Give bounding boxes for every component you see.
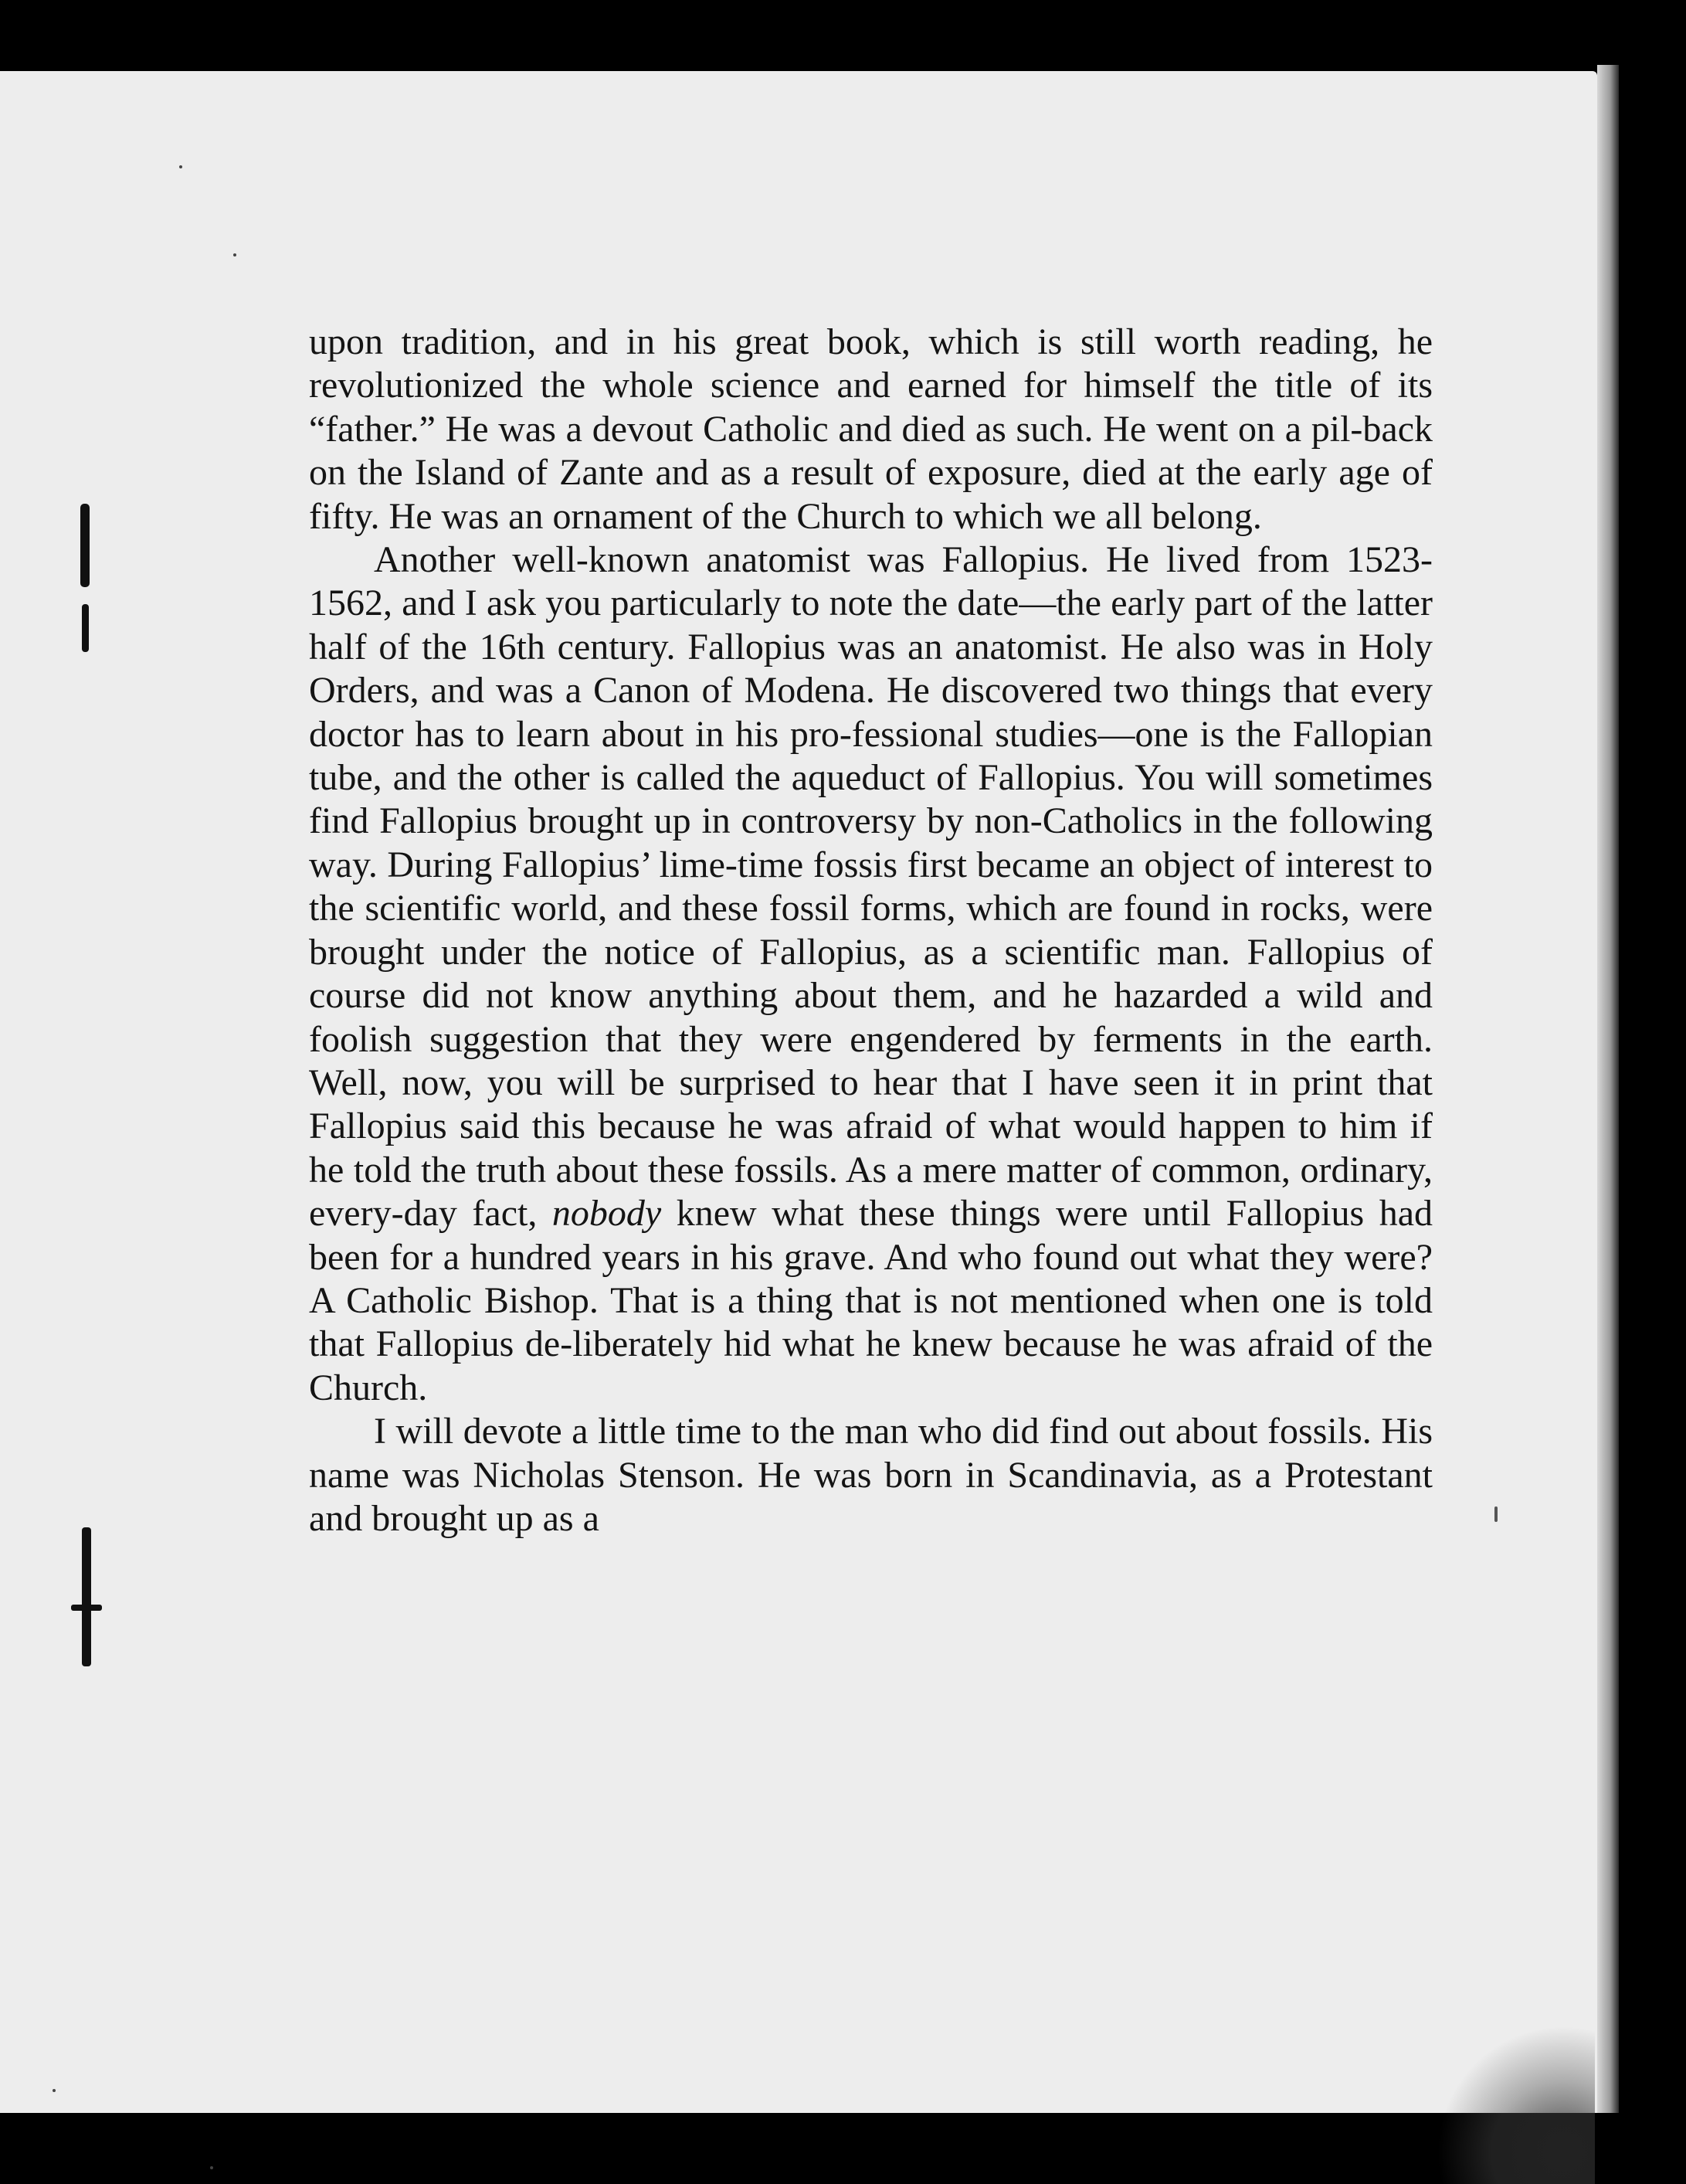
paragraph-1 [309,321,1433,538]
paragraph-2 [309,538,1433,1410]
body-text [309,321,1433,1540]
margin-mark [82,1527,91,1666]
margin-mark [1494,1506,1498,1522]
margin-mark [82,604,89,652]
corner-smudge [1437,2026,1595,2184]
paragraph-text: knew what these things were until Fallopius had been for a hundred years in his grave. And who found out what they were? A Catholic Bishop. That is a thing that is not mentioned when one is told that Fallopius de-liberately hid what he knew because he was afraid of the Church. [309,1193,1433,1408]
scan-speck [53,2089,56,2092]
scan-top-border [0,0,1686,71]
scan-speck [179,165,182,168]
scan-speck [210,2166,213,2169]
paragraph-3 [309,1410,1433,1540]
margin-mark [80,504,90,587]
paragraph-text: I will devote a little time to the man who did find out about fossils. His name was Nicholas Stenson. He was born in Scandinavia, as a Protestant and brought up as a [309,1411,1433,1539]
paragraph-text: Another well-known anatomist was Fallopius. He lived from 1523-1562, and I ask you particularly to note the date—the early part of the latter half of the 16th century. Fallopius was an anatomist. He also was in Holy Orders, and was a Canon of Modena. He discovered two things that every doctor has to learn about in his pro-fessional studies—one is the Fallopian tube, and the other is called the aqueduct of Fallopius. You will sometimes find Fallopius brought up in controversy by non-Catholics in the following way. During Fallopius’ lime-time fossis first became an object of interest to the scientific world, and these fossil forms, which are found in rocks, were brought under the notice of Fallopius, as a scientific man. Fallopius of course did not know anything about them, and he hazarded a wild and foolish suggestion that they were engendered by ferments in the earth. Well, now, you will be surprised to hear that I have seen it in print that Fallopius said this because he was afraid of what would happen to him if he told the truth about these fossils. As a mere matter of common, ordinary, every-day fact, [309,539,1433,1235]
paragraph-text: upon tradition, and in his great book, which is still worth reading, he revolutionized the whole science and earned for himself the title of its “father.” He was a devout Catholic and died as such. He went on a pil-back on the Island of Zante and as a result of exposure, died at the early age of fifty. He was an ornament of the Church to which we all belong. [309,321,1433,537]
emphasis-nobody: nobody [551,1193,662,1235]
scan-speck [233,253,236,256]
margin-mark [71,1605,102,1611]
page-edge [1597,65,1619,2113]
